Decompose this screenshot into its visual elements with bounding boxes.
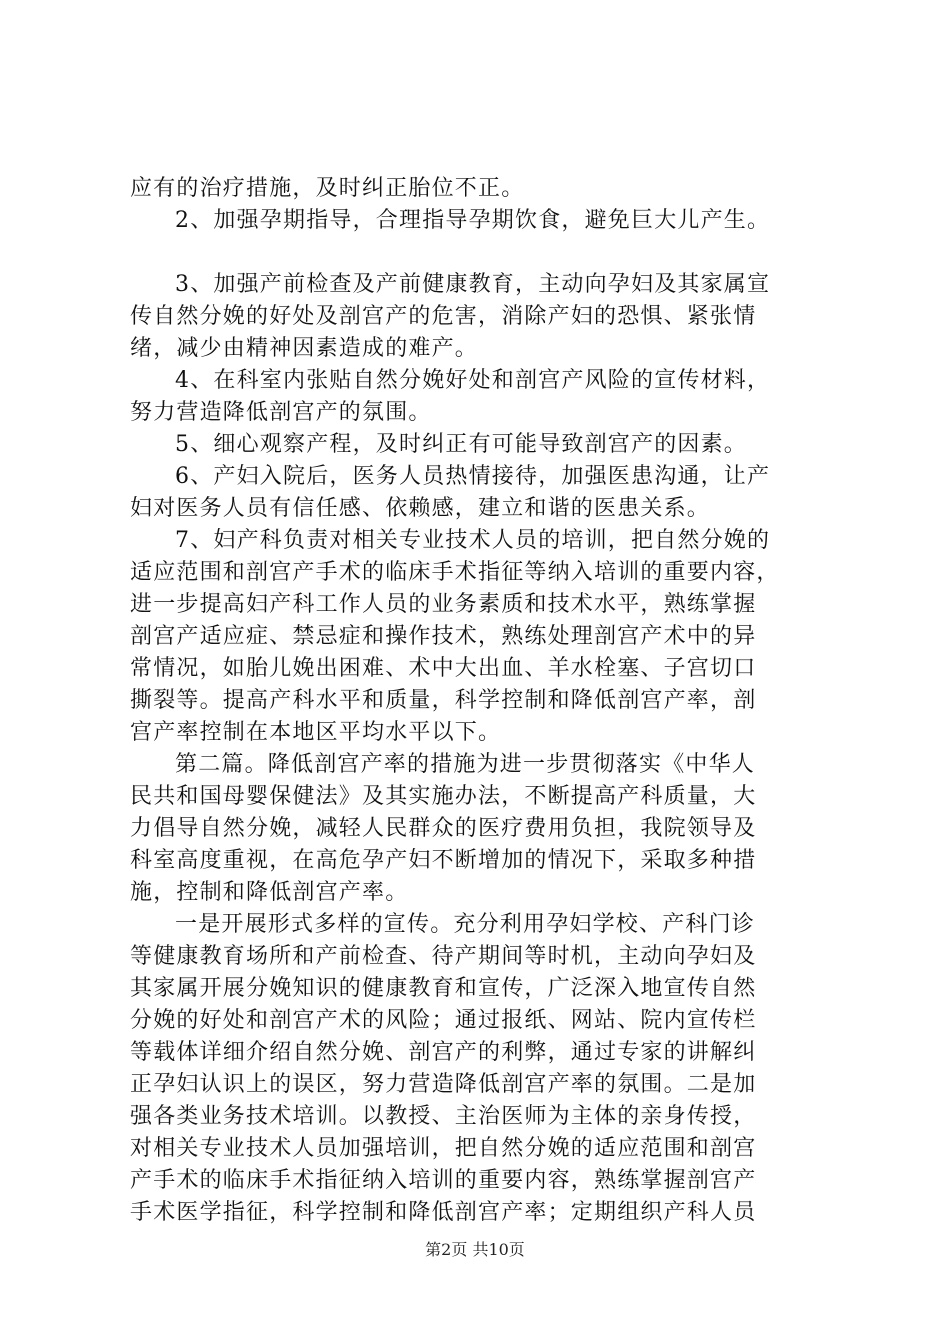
text-line: 应有的治疗措施，及时纠正胎位不正。 [130,176,525,201]
text-line: 手术医学指征，科学控制和降低剖宫产率；定期组织产科人员 [130,1200,757,1225]
text-line: 适应范围和剖宫产手术的临床手术指征等纳入培训的重要内容， [130,560,780,585]
text-line: 3、加强产前检查及产前健康教育，主动向孕妇及其家属宣 [175,272,771,297]
text-line: 一是开展形式多样的宣传。充分利用孕妇学校、产科门诊 [175,912,756,937]
text-line: 剖宫产适应症、禁忌症和操作技术，熟练处理剖宫产术中的异 [130,624,757,649]
text-line: 7、妇产科负责对相关专业技术人员的培训，把自然分娩的 [175,528,771,553]
text-line: 进一步提高妇产科工作人员的业务素质和技术水平，熟练掌握 [130,592,757,617]
document-body [130,173,830,1229]
text-line: 力倡导自然分娩，减轻人民群众的医疗费用负担，我院领导及 [130,816,757,841]
paragraph-gap [130,237,830,269]
text-line: 4、在科室内张贴自然分娩好处和剖宫产风险的宣传材料， [175,368,771,393]
text-line: 民共和国母婴保健法》及其实施办法，不断提高产科质量，大 [130,784,757,809]
text-line: 分娩的好处和剖宫产术的风险；通过报纸、网站、院内宣传栏 [130,1008,757,1033]
text-line: 努力营造降低剖宫产的氛围。 [130,400,432,425]
text-line: 施，控制和降低剖宫产率。 [130,880,409,905]
text-line: 其家属开展分娩知识的健康教育和宣传，广泛深入地宣传自然 [130,976,757,1001]
text-line: 等健康教育场所和产前检查、待产期间等时机，主动向孕妇及 [130,944,757,969]
text-line: 正孕妇认识上的误区，努力营造降低剖宫产率的氛围。二是加 [130,1072,757,1097]
text-line: 撕裂等。提高产科水平和质量，科学控制和降低剖宫产率，剖 [130,688,757,713]
text-line: 科室高度重视，在高危孕产妇不断增加的情况下，采取多种措 [130,848,757,873]
text-line: 宫产率控制在本地区平均水平以下。 [130,720,502,745]
text-line: 传自然分娩的好处及剖宫产的危害，消除产妇的恐惧、紧张情 [130,304,757,329]
page-footer: 第2页 共10页 [425,1240,525,1259]
text-line: 6、产妇入院后，医务人员热情接待，加强医患沟通，让产 [175,464,771,489]
text-line: 妇对医务人员有信任感、依赖感，建立和谐的医患关系。 [130,496,711,521]
text-line: 绪，减少由精神因素造成的难产。 [130,336,479,361]
text-line: 产手术的临床手术指征纳入培训的重要内容，熟练掌握剖宫产 [130,1168,757,1193]
text-line: 2、加强孕期指导，合理指导孕期饮食，避免巨大儿产生。 [175,208,771,233]
text-line: 第二篇。降低剖宫产率的措施为进一步贯彻落实《中华人 [175,752,756,777]
text-line: 5、细心观察产程，及时纠正有可能导致剖宫产的因素。 [175,432,747,457]
text-line: 强各类业务技术培训。以教授、主治医师为主体的亲身传授， [130,1104,757,1129]
text-line: 对相关专业技术人员加强培训，把自然分娩的适应范围和剖宫 [130,1136,757,1161]
text-line: 等载体详细介绍自然分娩、剖宫产的利弊，通过专家的讲解纠 [130,1040,757,1065]
text-line: 常情况，如胎儿娩出困难、术中大出血、羊水栓塞、子宫切口 [130,656,757,681]
